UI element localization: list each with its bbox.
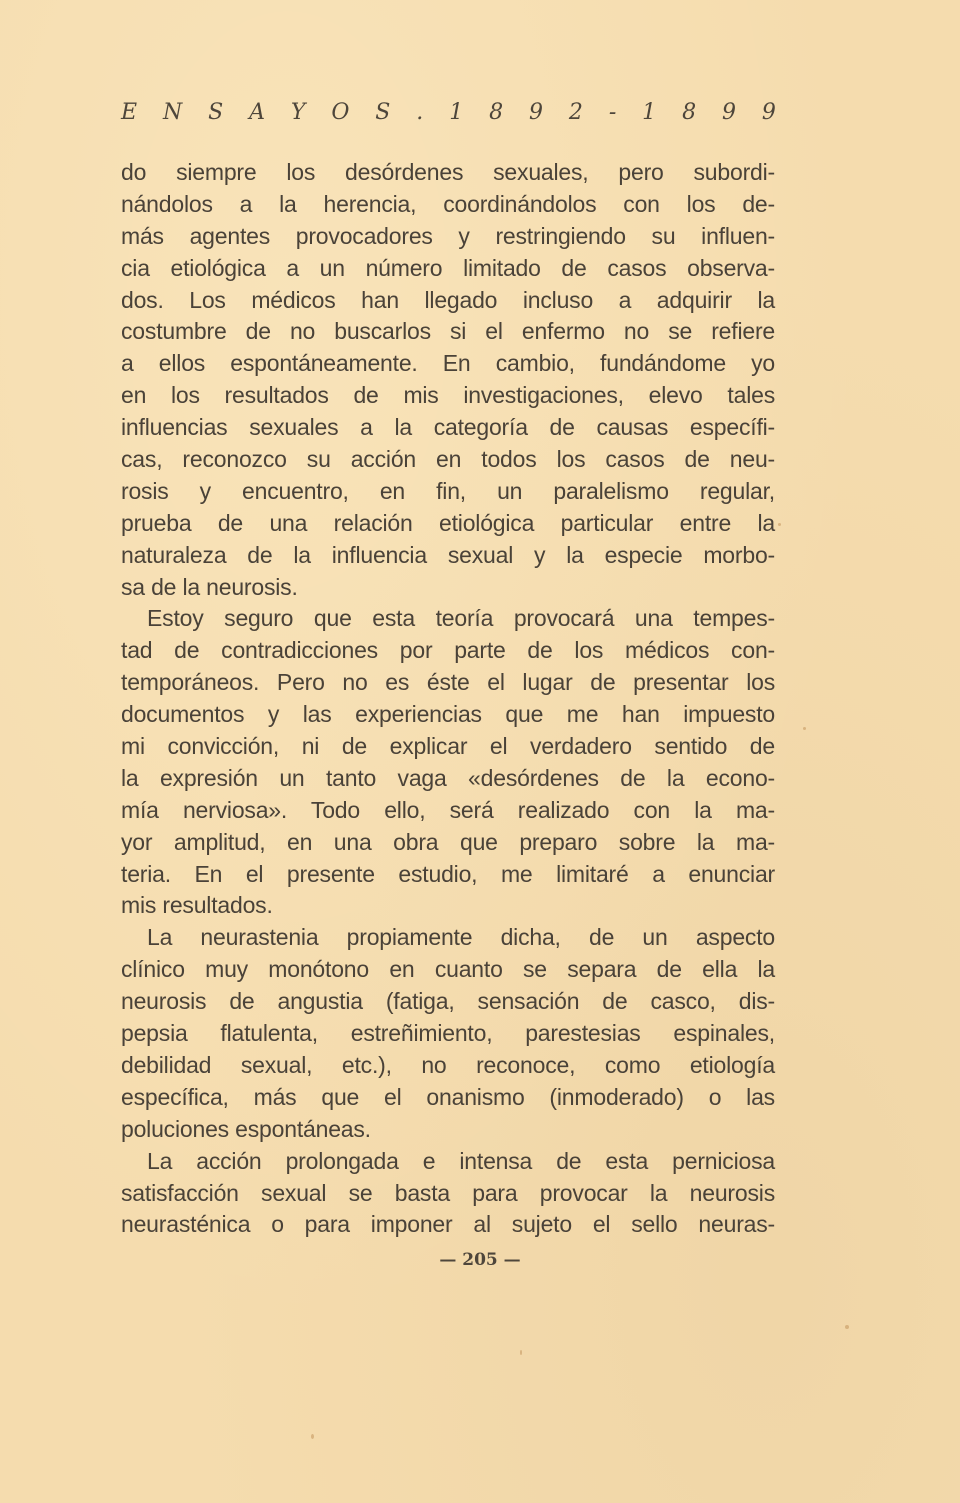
text-line: mis resultados. xyxy=(121,892,273,919)
running-head-char: N xyxy=(162,100,183,125)
text-line: influencias sexuales a la categoría de causas específi- xyxy=(121,414,775,441)
text-line: cas, reconozco su acción en todos los casos de neu- xyxy=(121,446,775,473)
text-line: yor amplitud, en una obra que preparo sobre la ma- xyxy=(121,828,775,855)
text-line: en los resultados de mis investigaciones, elevo tales xyxy=(121,382,775,409)
text-line: sa de la neurosis. xyxy=(121,573,298,600)
text-line: dos. Los médicos han llegado incluso a adquirir la xyxy=(121,286,775,313)
text-line: la expresión un tanto vaga «desórdenes de la econo- xyxy=(121,764,775,791)
text-line: teria. En el presente estudio, me limitaré a enunciar xyxy=(121,860,775,887)
running-head-char: 1 xyxy=(642,100,657,125)
text-line: costumbre de no buscarlos si el enfermo no se refiere xyxy=(121,318,775,345)
text-line: poluciones espontáneas. xyxy=(121,1115,371,1142)
paper-speck xyxy=(803,727,806,730)
text-line: debilidad sexual, etc.), no reconoce, como etiología xyxy=(121,1051,775,1078)
running-head-char: - xyxy=(608,100,617,125)
text-line: naturaleza de la influencia sexual y la especie morbo- xyxy=(121,541,775,568)
running-head-char: E xyxy=(121,100,138,125)
text-line: tad de contradicciones por parte de los médicos con- xyxy=(121,637,775,664)
running-head-char: Y xyxy=(290,100,306,125)
running-head-char: 2 xyxy=(568,100,583,125)
text-line: La neurastenia propiamente dicha, de un aspecto xyxy=(147,924,775,951)
running-head-char: 9 xyxy=(529,100,543,125)
text-line: rosis y encuentro, en fin, un paralelismo regular, xyxy=(121,477,775,504)
paper-speck xyxy=(778,523,781,526)
running-head-char: 8 xyxy=(489,100,504,125)
text-line: neurosis de angustia (fatiga, sensación de casco, dis- xyxy=(121,988,775,1015)
paper-speck xyxy=(845,1325,849,1329)
text-line: La acción prolongada e intensa de esta perniciosa xyxy=(147,1147,775,1174)
text-line: Estoy seguro que esta teoría provocará una tempes- xyxy=(147,605,775,632)
running-head-char: . xyxy=(416,100,424,125)
running-head-char: 9 xyxy=(721,100,736,125)
text-line: específica, más que el onanismo (inmoderado) o las xyxy=(121,1083,775,1110)
running-head-char: S xyxy=(208,100,224,125)
paper-speck xyxy=(311,1434,314,1439)
text-line: documentos y las experiencias que me han impuesto xyxy=(121,701,775,728)
text-line: mi convicción, ni de explicar el verdadero sentido de xyxy=(121,733,775,760)
running-head-char: A xyxy=(249,100,265,125)
running-head-char: S xyxy=(375,100,391,125)
running-head-char: 1 xyxy=(449,100,464,125)
text-line: neurasténica o para imponer al sujeto el sello neuras- xyxy=(121,1211,775,1238)
text-line: satisfacción sexual se basta para provocar la neurosis xyxy=(121,1179,775,1206)
running-head xyxy=(121,100,776,125)
text-line: do siempre los desórdenes sexuales, pero subordi- xyxy=(121,159,775,185)
text-line: cia etiológica a un número limitado de casos observa- xyxy=(121,254,775,281)
text-line: nándolos a la herencia, coordinándolos con los de- xyxy=(121,190,775,217)
body-text xyxy=(121,157,775,1241)
text-line: clínico muy monótono en cuanto se separa de ella la xyxy=(121,956,775,983)
running-head-char: 8 xyxy=(682,100,697,125)
paper-speck xyxy=(520,1350,522,1355)
text-line: a ellos espontáneamente. En cambio, fundándome yo xyxy=(121,350,775,377)
text-line: prueba de una relación etiológica particular entre la xyxy=(121,509,775,536)
text-line: mía nerviosa». Todo ello, será realizado con la ma- xyxy=(121,796,775,823)
text-line: pepsia flatulenta, estreñimiento, parestesias espinales, xyxy=(121,1020,775,1047)
text-line: temporáneos. Pero no es éste el lugar de presentar los xyxy=(121,669,775,696)
page-number: — 205 — xyxy=(439,1250,521,1270)
running-head-char: O xyxy=(331,100,350,125)
text-line: más agentes provocadores y restringiendo su influen- xyxy=(121,222,775,249)
running-head-char: 9 xyxy=(761,100,776,125)
